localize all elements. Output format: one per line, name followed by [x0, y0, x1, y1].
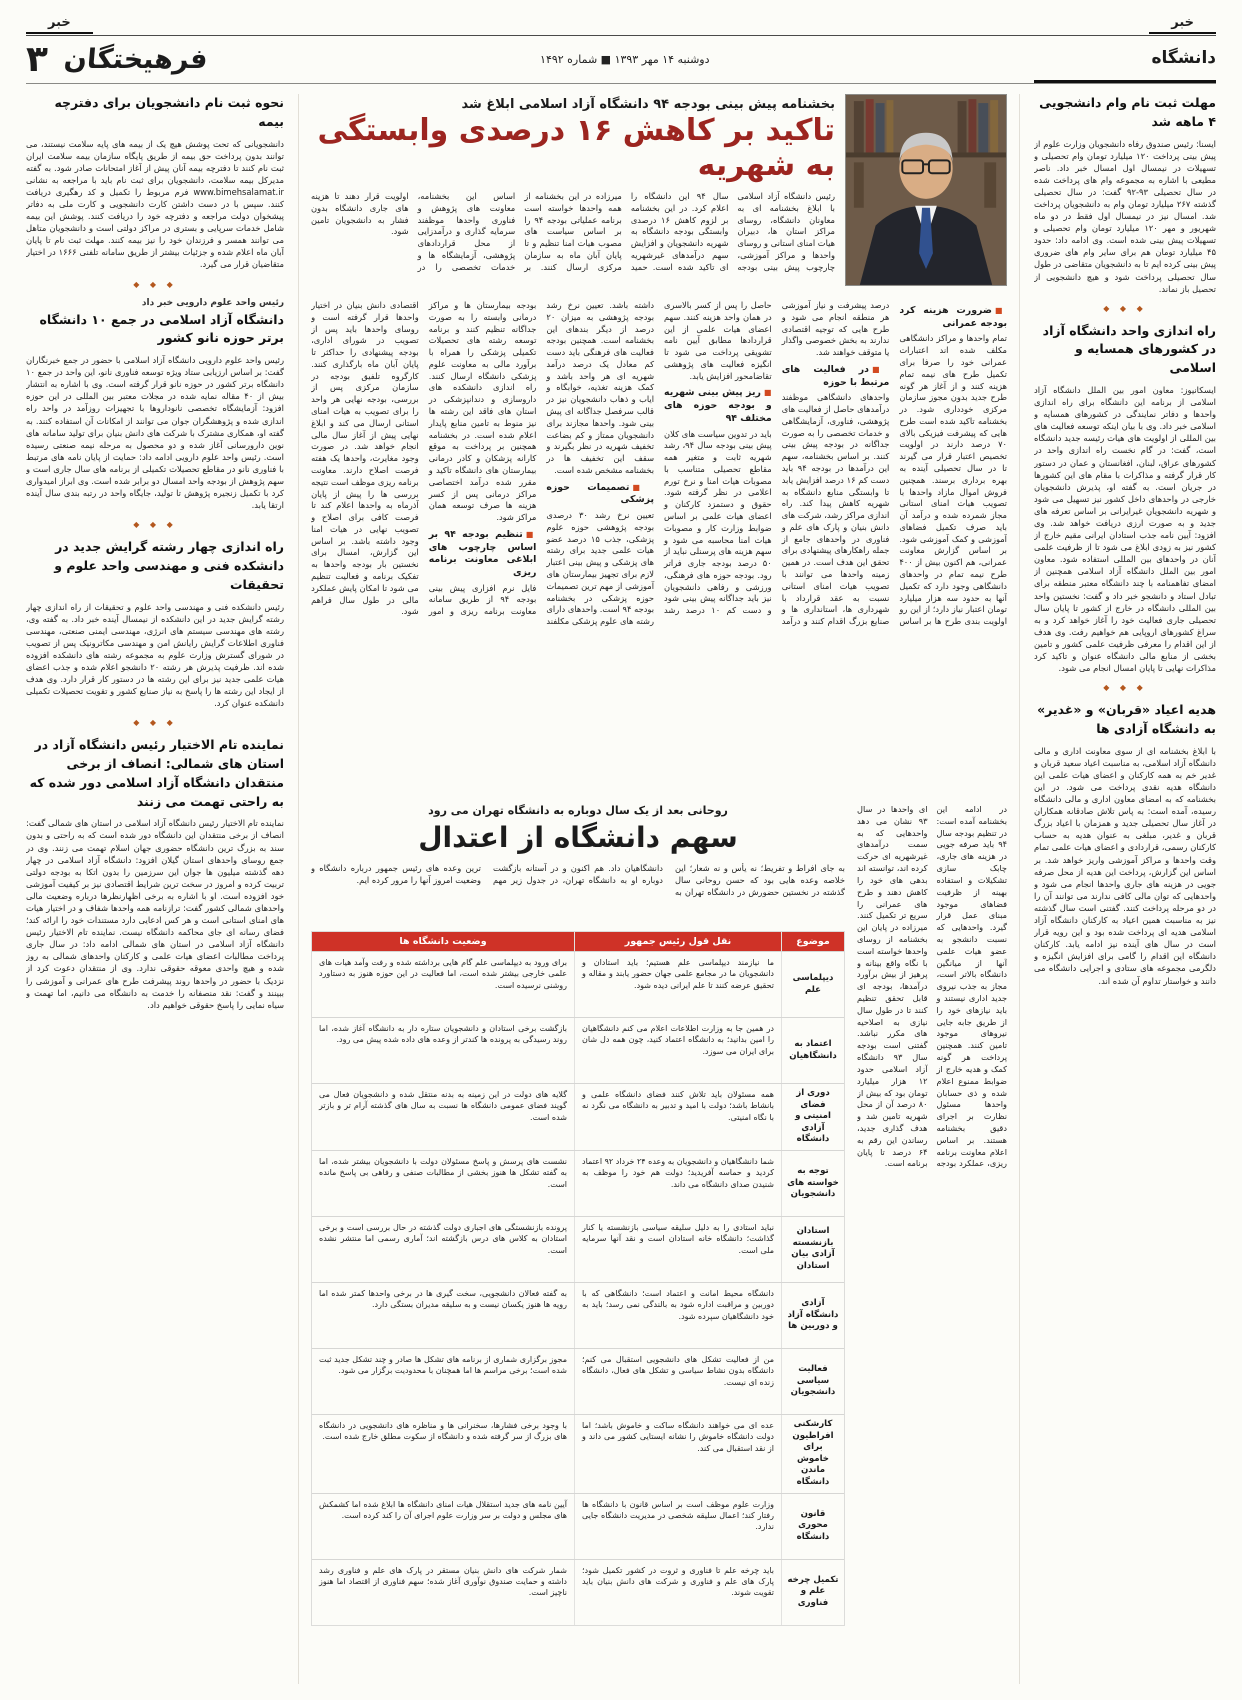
brief-headline: راه اندازی واحد دانشگاه آزاد در کشورهای همسایه و اسلامی: [1042, 322, 1216, 376]
main-article-head-block: [311, 94, 835, 292]
table-row: [312, 1150, 844, 1216]
table-row: [312, 1348, 844, 1414]
brief-headline: نماینده تام الاختیار رئیس دانشگاه آزاد در استان های شمالی: انصاف از برخی منتقدان دانشگاه آزاد اسلامی دور شده که به راحتی تهمت می زنند: [29, 737, 284, 809]
cell-quote: در همین جا به وزارت اطلاعات اعلام می کنم دانشگاهیان را امین بدانید؛ به دانشگاه اعتماد کنید، چون همه دل شان برای ایران می سوزد.: [574, 1018, 782, 1083]
brief-headline: دانشگاه آزاد اسلامی در جمع ۱۰ دانشگاه برتر حوزه نانو کشور: [39, 311, 284, 346]
table-row: [312, 951, 844, 1017]
brief-body: ایسکانیوز: معاون امور بین الملل دانشگاه آزاد اسلامی از برنامه این دانشگاه برای راه اندازی واحدها و دفاتر نمایندگی در کشورهای همسایه و اسلامی خبر داد. وی با بیان اینکه توسعه فعالیت های بین المللی از اولویت های هیات رئیسه جدید دانشگاه است، گفت: در گام نخست راه اندازی واحد در کشورهای عراق، لبنان، افغانستان و عمان در دستور کار قرار گرفته و مذاکرات با مقام های این کشورها در جریان است. به گفته او، پذیرش دانشجویان خارجی در واحدهای داخل کشور نیز تسهیل می شود و شهریه دانشجویان غیرایرانی بر اساس تعرفه های جدید و به صورت ارزی دریافت خواهد شد. وی افزود: آیین نامه جذب استادان ایرانی مقیم خارج از کشور نیز به زودی ابلاغ می شود تا از ظرفیت علمی آنان در واحدهای بین المللی استفاده شود. معاون امور بین الملل دانشگاه آزاد اسلامی همچنین از امضای تفاهمنامه با چند دانشگاه معتبر منطقه برای تبادل استاد و دانشجو خبر داد و گفت: نخستین واحد بین المللی دانشگاه در خارج از کشور تا پایان سال تحصیلی جاری فعالیت خود را آغاز خواهد کرد و به سراغ کشورهای اروپایی هم خواهیم رفت. وی هدف از این اقدام را معرفی ظرفیت علمی کشور و تامین بخشی از منابع مالی دانشگاه عنوان و تاکید کرد مذاکرات نهایی تا پایان امسال انجام می شود.: [1034, 384, 1216, 674]
brief-lead: رئیس واحد علوم دارویی خبر داد: [141, 297, 284, 308]
news-brief: [26, 538, 284, 709]
ornament-separator: ◆ ◆ ◆: [1103, 303, 1147, 313]
ornament-separator: ◆ ◆ ◆: [133, 718, 177, 728]
article-headline: تاکید بر کاهش ۱۶ درصدی وابستگی به شهریه: [317, 113, 835, 183]
cell-status: پرونده بازنشستگی های اجباری دولت گذشته در حال بررسی است و برخی استادان به کلاس های درس بازگشته اند؛ آماری رسمی اما منتشر نشده است.: [319, 1222, 567, 1255]
section-body: فایل نرم افزاری پیش بینی بودجه ۹۴ از طریق سامانه معاونت برنامه ریزی و امور اقتصادی دانش بنیان در اختیار واحدها قرار گرفته است و روسای واحدها باید پس از تصویب در شورای اداری، بودجه پیشنهادی را حداکثر تا پایان آبان ماه بارگذاری کنند. کارگروه تلفیق بودجه در سازمان مرکزی پس از بررسی، بودجه نهایی هر واحد را برای تصویب به هیات امنای استانی ارسال می کند و ابلاغ نهایی پیش از آغاز سال مالی انجام خواهد شد. در صورت وجود مغایرت، واحدها یک هفته فرصت اصلاح دارند. معاونت برنامه ریزی موظف است نتیجه بررسی ها را پیش از پایان آذرماه به واحدها اعلام کند تا فرصت کافی برای اصلاح و تصویب نهایی در هیات امنا وجود داشته باشد. بر اساس این گزارش، امسال برای نخستین بار بودجه واحدها به تفکیک برنامه و فعالیت تنظیم می شود تا امکان پایش عملکرد مالی در طول سال فراهم شود.: [311, 300, 537, 617]
cell-status: برای ورود به دیپلماسی علم گام هایی برداشته شده و رفت وآمد هیات های علمی خارجی بیشتر شده است، اما فعالیت در این حوزه هنوز به دستاورد روشنی نرسیده است.: [319, 958, 567, 990]
main-lower-region: [311, 804, 1007, 1660]
cell-quote: عده ای می خواهند دانشگاه ساکت و خاموش باشد؛ اما دولت دانشگاه خاموش را نشانه ایستایی کشور می داند و از نقد استقبال می کند.: [574, 1415, 782, 1493]
section-heading: [546, 482, 654, 507]
cell-quote: دانشگاه محیط امانت و اعتماد است؛ دانشگاهی که با دوربین و مراقبت اداره شود به بالندگی نمی رسد؛ باید به خود دانشگاهیان سپرده شود.: [574, 1283, 782, 1348]
brief-headline: راه اندازی چهار رشته گرایش جدید در دانشکده فنی و مهندسی واحد علوم و تحقیقات: [54, 539, 284, 592]
table-row: [312, 1493, 844, 1559]
etedal-article: [311, 804, 845, 1660]
cell-topic: فعالیت سیاسی دانشجویان: [790, 1364, 836, 1398]
cell-quote: وزارت علوم موظف است بر اساس قانون با دانشگاه ها رفتار کند؛ اعمال سلیقه شخصی در مدیریت دانشگاه جایی ندارد.: [574, 1494, 782, 1559]
cell-status: به گفته فعالان دانشجویی، سخت گیری ها در برخی واحدها کمتر شده اما رویه ها هنوز یکسان نیست و به سلیقه مدیران بستگی دارد.: [319, 1288, 567, 1310]
cell-topic: توجه به خواسته های دانشجویان: [787, 1166, 839, 1200]
table-row: [312, 1559, 844, 1625]
news-brief: [1034, 701, 1216, 986]
cell-quote: من از فعالیت تشکل های دانشجویی استقبال می کنم؛ دانشگاه بدون نشاط سیاسی و تشکل های فعال، دانشگاه زنده ای نیست.: [574, 1349, 782, 1414]
cell-status: شمار شرکت های دانش بنیان مستقر در پارک های علم و فناوری رشد داشته و حمایت صندوق نوآوری آغاز شده؛ سهم فناوری از اقتصاد اما هنوز ناچیز است.: [319, 1565, 567, 1598]
section-heading-text: تنظیم بودجه ۹۴ بر اساس چارچوب های ابلاغی معاونت برنامه ریزی: [428, 528, 537, 578]
cell-quote: شما دانشگاهیان و دانشجویان به وعده ۲۴ خرداد ۹۲ اعتماد کردید و حماسه آفریدید؛ دولت هم خود را موظف به شنیدن صدای دانشگاه می داند.: [574, 1151, 782, 1216]
article-continuation-column: در ادامه این بخشنامه آمده است: در تنظیم بودجه سال ۹۴ باید صرفه جویی در هزینه های جاری، چابک سازی تشکیلات و استفاده بهینه از ظرفیت فضاهای موجود مبنای عمل قرار گیرد. واحدهایی که نسبت دانشجو به عضو هیات علمی آنها از میانگین دانشگاه بالاتر است، مجاز به جذب نیروی جدید اداری نیستند و باید نیازهای خود را از طریق جابه جایی نیروهای موجود تامین کنند. همچنین پرداخت هر گونه کمک و هدیه خارج از ضوابط ممنوع اعلام شده و ذی حسابان واحدها مسئول نظارت بر اجرای دقیق بخشنامه هستند. بر اساس اعلام معاونت برنامه ریزی، عملکرد بودجه ای واحدها در سال ۹۳ نشان می دهد واحدهایی که به سمت درآمدهای غیرشهریه ای حرکت کرده اند، توانسته اند بدهی های خود را کاهش دهند و طرح های عمرانی را سریع تر تکمیل کنند. میرزاده در پایان این بخشنامه از روسای واحدها خواسته است با نگاه واقع بینانه و پرهیز از بیش برآورد درآمدها، بودجه ای قابل تحقق تنظیم کنند تا در طول سال نیازی به اصلاحیه های مکرر نباشد. گفتنی است بودجه سال ۹۳ دانشگاه آزاد اسلامی حدود ۱۲ هزار میلیارد تومان بود که بیش از ۸۰ درصد آن از محل شهریه تامین شد و هدف گذاری جدید، رساندن این رقم به ۶۴ درصد تا پایان برنامه است.: [857, 804, 1007, 1169]
brief-body: نماینده تام الاختیار رئیس دانشگاه آزاد اسلامی در استان های شمالی گفت: انصاف از برخی منتقدان این دانشگاه دور شده است که به راحتی و بدون سند به بزرگ ترین دانشگاه حضوری جهان اسلام تهمت می زنند. وی در جمع روسای واحدهای استان گیلان افزود: دانشگاه آزاد اسلامی در چهار دهه گذشته میلیون ها جوان این سرزمین را بدون اتکا به بودجه دولتی تربیت کرده و امروز در سخت ترین شرایط اقتصادی نیز بر کیفیت آموزشی خود افزوده است. او با اشاره به برخی اظهارنظرها درباره وضعیت مالی واحدهای شمالی کشور گفت: ترازنامه همه واحدها شفاف و در اختیار هیات های امنای استانی است و هر کس ادعایی دارد مستندات خود را ارائه کند؛ فضای رسانه ای جای محاکمه دانشگاه نیست. نماینده تام الاختیار رئیس دانشگاه آزاد اسلامی در استان های شمالی ادامه داد: در سال جاری پرداخت مطالبات اعضای هیات علمی و کارکنان واحدهای شمالی به روز شده و هیچ واحدی معوقه حقوقی ندارد. وی از منتقدان دعوت کرد از نزدیک با حضور در واحدها روند پیشرفت طرح های عمرانی و آموزشی را ببینند و گفت: نقد منصفانه را خدمت به دانشگاه می دانیم، اما تهمت و سیاه نمایی را پاسخ حقوقی خواهیم داد.: [26, 818, 284, 1010]
table-row: [312, 1083, 844, 1150]
section-heading: [429, 529, 537, 580]
cell-topic: کارشکنی افراطیون برای خاموش ماندن دانشگاه: [792, 1418, 834, 1487]
sidebar-right: [1034, 94, 1216, 1684]
cell-quote: ما نیازمند دیپلماسی علم هستیم؛ باید استادان و دانشجویان ما در مجامع علمی جهان حضور یابند و مقاله و تحقیق عرضه کنند تا علم ایرانی دیده شود.: [574, 952, 782, 1017]
masthead: [26, 36, 1216, 84]
section-bullet-icon: ■: [994, 306, 1007, 315]
col-header-quote: نقل قول رئیس جمهور: [574, 932, 782, 951]
cell-topic: دوری از فضای امنیتی و آزادی دانشگاه: [795, 1088, 831, 1145]
cell-topic: استادان بازنشسته آزادی بیان استادان: [791, 1226, 835, 1272]
table-row: [312, 1017, 844, 1083]
ornament-separator: ◆ ◆ ◆: [133, 279, 177, 289]
section-body: تمام واحدها و مراکز دانشگاهی مکلف شده اند اعتبارات عمرانی خود را صرفا برای تکمیل طرح های نیمه تمام هزینه کنند و از آغاز هر گونه طرح جدید بدون مجوز سازمان مرکزی خودداری شود. در بخشنامه تاکید شده است طرح هایی که پیشرفت فیزیکی بالای ۷۰ درصد دارند در اولویت تخصیص اعتبار قرار می گیرند تا در سال تحصیلی آینده به بهره برداری برسند. همچنین فروش اموال مازاد واحدها با تصویب هیات امنای استانی مجاز شمرده شده و درآمد آن باید صرف تکمیل فضاهای آموزشی و کمک آموزشی شود. بر اساس گزارش معاونت عمرانی، هم اکنون بیش از ۴۰۰ طرح نیمه تمام در واحدهای دانشگاهی وجود دارد که تکمیل آنها به حدود سه هزار میلیارد تومان اعتبار نیاز دارد؛ از این رو اولویت بندی طرح ها بر اساس درصد پیشرفت و نیاز آموزشی هر منطقه انجام می شود و طرح هایی که توجیه اقتصادی ندارند به بخش خصوصی واگذار یا متوقف خواهند شد.: [781, 300, 1007, 627]
brief-headline: مهلت ثبت نام وام دانشجویی ۴ ماهه شد: [1039, 95, 1216, 129]
main-article: [298, 94, 1020, 1684]
brief-body: رئیس دانشکده فنی و مهندسی واحد علوم و تحقیقات از راه اندازی چهار رشته گرایش جدید در این دانشکده از نیمسال آینده خبر داد. به گفته وی، رشته های مهندسی سیستم های انرژی، مهندسی ایمنی صنعتی، مهندسی فناوری اطلاعات گرایش رایانش امن و مهندسی مکاترونیک پس از تصویب در شورای گسترش وزارت علوم به مجموعه رشته های دانشکده افزوده شده اند. ظرفیت پذیرش هر رشته ۲۰ دانشجو اعلام شده و جذب اعضای هیات علمی جدید نیز برای این رشته ها در دستور کار قرار دارد. وی هدف از ایجاد این رشته ها را پاسخ به نیاز صنایع کشور و تقویت تحصیلات تکمیلی دانشکده عنوان کرد.: [26, 601, 284, 709]
section-body: واحدهای دانشگاهی موظفند درآمدهای حاصل از فعالیت های پژوهشی، فناوری، آزمایشگاهی و خدمات تخصصی را به صورت جداگانه در بودجه پیش بینی کنند. بر اساس بخشنامه، سهم این درآمدها در بودجه ۹۴ باید دست کم ۱۶ درصد افزایش یابد تا وابستگی منابع دانشگاه به شهریه کاهش پیدا کند. راه اندازی مراکز رشد، شرکت های دانش بنیان و پارک های علم و فناوری در واحدهای جامع از جمله راهکارهای پیشنهادی برای تحقق این هدف است. در همین زمینه واحدها می توانند با تصویب هیات امنای استانی نسبت به عقد قرارداد با شهرداری ها، استانداری ها و صنایع بزرگ اقدام کنند و درآمد حاصل را پس از کسر بالاسری در همان واحد هزینه کنند. سهم اعضای هیات علمی از این قراردادها مطابق آیین نامه تشویقی پرداخت می شود تا انگیزه فعالیت های پژوهشی تقاضامحور افزایش یابد.: [664, 300, 890, 627]
cell-status: گلایه های دولت در این زمینه به بدنه منتقل شده و دانشجویان فعال می گویند فضای عمومی دانشگاه ها نسبت به سال های گذشته آرام تر و بازتر شده است.: [319, 1090, 567, 1122]
portrait-photo: [845, 94, 1007, 286]
news-brief: [26, 94, 284, 271]
cell-topic: دیپلماسی علم: [792, 972, 834, 995]
section-body: تعیین نرخ رشد ۳۰ درصدی بودجه پژوهشی حوزه علوم پزشکی، جذب ۱۵ درصد عضو هیات علمی جدید برای رشته های پزشکی و پیش بینی اعتبار لازم برای تجهیز بیمارستان های آموزشی از مهم ترین تصمیمات حوزه پزشکی در بخشنامه بودجه ۹۴ است. واحدهای دارای رشته های علوم پزشکی مکلفند بودجه بیمارستان ها و مراکز درمانی وابسته را به صورت جداگانه تنظیم کنند و برنامه توسعه رشته های تحصیلات تکمیلی پزشکی را همراه با برآورد مالی به معاونت علوم پزشکی دانشگاه ارسال کنند. راه اندازی دانشکده های داروسازی و دندانپزشکی در استان های فاقد این رشته ها نیز منوط به تامین منابع پایدار اعلام شده است. در بخشنامه همچنین بر پرداخت به موقع کارانه پزشکان و کادر درمانی بیمارستان های دانشگاه تاکید و مقرر شده درآمد اختصاصی مراکز درمانی پس از کسر هزینه ها صرف توسعه همان مراکز شود.: [428, 300, 655, 627]
section-heading-text: ریز پیش بینی شهریه و بودجه حوزه های مختلف ۹۴: [664, 387, 772, 424]
section-bullet-icon: ■: [525, 529, 537, 539]
news-tab-right: خبر: [1149, 14, 1216, 34]
col-header-status: وضعیت دانشگاه ها: [399, 936, 487, 947]
section-label: دانشگاه: [1034, 36, 1216, 83]
section-heading-text: تصمیمات حوزه پزشکی: [546, 481, 655, 506]
section-heading-text: ضرورت هزینه کرد بودجه عمرانی: [899, 305, 1007, 329]
cell-quote: همه مسئولان باید تلاش کنند فضای دانشگاه علمی و بانشاط باشد؛ دولت با امید و تدبیر به دانشگاه می نگرد نه با نگاه امنیتی.: [574, 1084, 782, 1150]
etedal-kicker: روحانی بعد از یک سال دوباره به دانشگاه تهران می رود: [428, 804, 728, 817]
cell-topic: تکمیل چرخه علم و فناوری: [787, 1574, 839, 1608]
ornament-separator: ◆ ◆ ◆: [133, 520, 177, 530]
brief-body: با ابلاغ بخشنامه ای از سوی معاونت اداری و مالی دانشگاه آزاد اسلامی، به مناسبت اعیاد سعید قربان و غدیر خم به همه کارکنان و اعضای هیات علمی این دانشگاه هدیه نقدی پرداخت می شود. در این بخشنامه که به امضای معاون اداری و مالی دانشگاه رسیده، آمده است: به پاس تلاش صادقانه همکاران در آغاز سال تحصیلی جدید و همزمان با اعیاد بزرگ قربان و غدیر، مبلغی به عنوان هدیه به حساب کارکنان رسمی، قراردادی و اعضای هیات علمی تمام وقت واحدها و مراکز آموزشی واریز خواهد شد. بر اساس این گزارش، پرداخت این هدیه از محل صرفه جویی در هزینه های جاری واحدها انجام می شود و واحدهایی که توان مالی کافی ندارند می توانند آن را در دو مرحله پرداخت کنند. گفتنی است سال گذشته نیز به مناسبت همین اعیاد به کارکنان دانشگاه آزاد اسلامی هدیه ای پرداخت شده بود و این رویه قرار است در سال های آینده نیز ادامه یابد. کارکنان دانشگاه این اقدام را گامی برای افزایش انگیزه و دلگرمی مجموعه های ستادی و اجرایی دانشگاه می دانند و خواستار تداوم آن شده اند.: [1034, 745, 1216, 986]
brief-body: دانشجویانی که تحت پوشش هیچ یک از بیمه های پایه سلامت نیستند، می توانند بدون پرداخت حق بیمه از طریق پایگاه سازمان بیمه سلامت ایران ثبت نام کنند تا دفترچه بیمه آنان پیش از آغاز امتحانات صادر شود. به گفته مدیرکل بیمه سلامت، دانشجویان برای ثبت نام باید با مراجعه به نشانی www.bimehsalamat.ir فرم مربوط را تکمیل و کد رهگیری دریافت کنند. سپس با در دست داشتن کارت دانشجویی و کارت ملی به دفاتر پیشخوان دولت مراجعه و دفترچه خود را دریافت کنند. پوشش این بیمه شامل خدمات سرپایی و بستری در مراکز دولتی است و دانشجویان متاهل می توانند همسر و فرزندان خود را نیز بیمه کنند. مهلت ثبت نام تا پایان آبان ماه اعلام شده و جزئیات بیشتر از طریق سامانه تلفنی ۱۶۶۶ در اختیار متقاضیان قرار می گیرد.: [26, 138, 284, 270]
table-header-row: [312, 932, 844, 951]
news-brief: [1034, 94, 1216, 295]
news-tab-left: خبر: [26, 14, 93, 34]
main-article-header: [311, 94, 1007, 292]
page-content: [26, 84, 1216, 1684]
section-heading-text: در فعالیت های مرتبط با حوزه: [781, 363, 890, 388]
date-line: دوشنبه ۱۴ مهر ۱۳۹۳ ■ شماره ۱۴۹۲: [540, 53, 710, 66]
cell-quote: نباید استادی را به دلیل سلیقه سیاسی بازنشسته یا کنار گذاشت؛ دانشگاه خانه استادان است و نقد آنها سرمایه ملی است.: [574, 1217, 782, 1282]
cell-status: آیین نامه های جدید استقلال هیات امنای دانشگاه ها ابلاغ شده اما کشمکش های مجلس و دولت بر سر وزارت علوم اجرای آن را کند کرده است.: [319, 1499, 567, 1520]
page-number: ۳: [26, 38, 48, 80]
news-brief: [26, 298, 284, 512]
cell-status: بازگشت برخی استادان و دانشجویان ستاره دار به دانشگاه آغاز شده، اما روند رسیدگی به پرونده ها کندتر از وعده های داده شده پیش می رود.: [319, 1024, 567, 1045]
col-header-topic: موضوع: [796, 936, 830, 947]
cell-status: نشست های پرسش و پاسخ مسئولان دولت با دانشجویان بیشتر شده، اما به گفته تشکل ها هنوز بخشی از مطالبات صنفی و رفاهی بی پاسخ مانده است.: [319, 1156, 567, 1189]
section-bullet-icon: ■: [632, 482, 655, 492]
portrait-illustration: [846, 95, 1006, 285]
brief-headline: نحوه ثبت نام دانشجویان برای دفترچه بیمه: [54, 95, 284, 129]
table-row: [312, 1414, 844, 1493]
brief-headline: هدیه اعیاد «قربان» و «غدیر» به دانشگاه آزادی ها: [1037, 702, 1216, 736]
cell-status: با وجود برخی فشارها، سخنرانی ها و مناظره های دانشجویی در دانشگاه های بزرگ از سر گرفته شده و دانشگاه از سکوت مطلق خارج شده است.: [319, 1420, 567, 1442]
brief-body: رئیس واحد علوم دارویی دانشگاه آزاد اسلامی با حضور در جمع خبرنگاران گفت: بر اساس ارزیابی ستاد ویژه توسعه فناوری نانو، این واحد در جمع ۱۰ دانشگاه برتر کشور در حوزه نانو قرار گرفته است. وی با اشاره به انتشار بیش از ۴۰ مقاله نمایه شده در مجلات معتبر بین المللی در این حوزه افزود: آزمایشگاه تخصصی نانوداروها با تجهیزات روزآمد در واحد راه اندازی شده و پژوهشگران جوان می توانند از امکانات آن استفاده کنند. به گفته او، همکاری مشترک با شرکت های دانش بنیان برای تولید سامانه های نوین دارورسانی آغاز شده و دو محصول به مرحله نیمه صنعتی رسیده است. رئیس واحد علوم دارویی ادامه داد: حمایت از پایان نامه های مرتبط با فناوری نانو در مقاطع تحصیلات تکمیلی از برنامه های سال جاری است و سهم پژوهش از بودجه واحد امسال دو برابر شده است. وی ابراز امیدواری کرد با تکمیل زنجیره پژوهش تا تولید، جایگاه واحد در رتبه بندی سال آینده ارتقا یابد.: [26, 355, 284, 511]
article-intro: رئیس دانشگاه آزاد اسلامی با ابلاغ بخشنامه ای به معاونان دانشگاه، روسای مراکز استان ها، دبیران هیات امنای استانی و روسای واحدها و مراکز آموزشی، چارچوب پیش بینی بودجه سال ۹۴ این دانشگاه را اعلام کرد. در این بخشنامه بر لزوم کاهش ۱۶ درصدی وابستگی بودجه دانشگاه به شهریه دانشجویان و افزایش سهم درآمدهای غیرشهریه ای تاکید شده است. حمید میرزاده در این بخشنامه از همه واحدها خواسته است برنامه عملیاتی بودجه ۹۴ را بر اساس سیاست های مصوب هیات امنا تنظیم و تا پایان آبان ماه به سازمان مرکزی ارسال کنند. بر اساس این بخشنامه، معاونت های پژوهش و فناوری واحدها موظفند سرمایه گذاری و درآمدزایی از محل قراردادهای پژوهشی، آزمایشگاه ها و خدمات تخصصی را در اولویت قرار دهند تا هزینه های جاری دانشگاه بدون فشار به دانشجویان تامین شود.: [311, 191, 835, 272]
news-brief: [1034, 322, 1216, 675]
ornament-separator: ◆ ◆ ◆: [1103, 683, 1147, 693]
table-row: [312, 1216, 844, 1282]
section-heading: [782, 364, 890, 389]
brief-body: ایسنا: رئیس صندوق رفاه دانشجویان وزارت علوم از پیش بینی پرداخت ۱۲۰ میلیارد تومان وام تحصیلی و تسهیلات در نیمسال اول امسال خبر داد. ناصر مطیعی با اشاره به مجموعه وام های پرداخت شده در سال تحصیلی ۹۳-۹۲ گفت: در سال تحصیلی گذشته ۲۶۷ میلیارد تومان وام به دانشجویان پرداخت شد. امسال نیز در نیمسال اول فقط در دو ماه شهریور و مهر ۱۲۰ میلیارد تومان وام تحصیلی و تسهیلات پیش بینی شده است. وی ادامه داد: حدود ۴۵ میلیارد تومان هم برای سایر وام های ضروری پیش بینی کرده ایم تا به دانشجویان متقاضی در طول سال تحصیلی پرداخت شود و هیچ دانشجویی از تحصیل باز نماند.: [1034, 138, 1216, 294]
section-heading: [664, 387, 772, 425]
article-body-columns: [311, 300, 1007, 794]
table-row: [312, 1282, 844, 1348]
masthead-tabs: [26, 10, 1216, 34]
cell-quote: باید چرخه علم تا فناوری و ثروت در کشور تکمیل شود؛ پارک های علم و فناوری و شرکت های دانش بنیان باید تقویت شوند.: [574, 1560, 782, 1625]
cell-topic: آزادی دانشگاه آزاد و دوربین ها: [787, 1298, 839, 1332]
cell-topic: قانون محوری دانشگاه: [796, 1508, 830, 1542]
etedal-intro: به جای افراط و تفریط؛ نه یأس و نه شعار؛ این خلاصه وعده هایی بود که حسن روحانی سال گذشته در نخستین حضورش در دانشگاه تهران به دانشگاهیان داد. هم اکنون و در آستانه بازگشت دوباره او به دانشگاه تهران، در جدول زیر مهم ترین وعده های رئیس جمهور درباره دانشگاه و وضعیت امروز آنها را مرور کرده ایم.: [311, 863, 845, 897]
news-brief: [26, 736, 284, 1011]
promises-table: [311, 931, 845, 1626]
etedal-headline: سهم دانشگاه از اعتدال: [418, 821, 738, 854]
cell-status: مجوز برگزاری شماری از برنامه های تشکل ها صادر و چند تشکل جدید ثبت شده است؛ برخی مراسم ها اما همچنان با محدودیت برگزار می شود.: [319, 1354, 567, 1376]
newspaper-logo: فرهیختگان: [62, 44, 209, 75]
section-bullet-icon: ■: [871, 364, 890, 374]
sidebar-left: [26, 94, 284, 1684]
section-heading: [899, 305, 1007, 330]
section-bullet-icon: ■: [763, 388, 772, 398]
article-kicker: بخشنامه پیش بینی بودجه ۹۴ دانشگاه آزاد اسلامی ابلاغ شد: [461, 97, 835, 112]
section-body: باید در تدوین سیاست های کلان پیش بینی بودجه سال ۹۴، رشد شهریه ثابت و متغیر همه مقاطع تحصیلی متناسب با مصوبات هیات امنا و نرخ تورم اعلامی در نظر گرفته شود. حقوق و دستمزد کارکنان و اعضای هیات علمی بر اساس ضوابط وزارت کار و مصوبات هیات امنا محاسبه می شود و سهم هزینه های پرسنلی نباید از ۵۰ درصد بودجه جاری فراتر رود. بودجه حوزه های فرهنگی، ورزشی و رفاهی دانشجویان نیز باید جداگانه پیش بینی شود و دست کم ۱۰ درصد رشد داشته باشد. تعیین نرخ رشد بودجه پژوهشی به میزان ۲۰ درصد از دیگر بندهای این بخشنامه است. همچنین بودجه فعالیت های فرهنگی باید دست کم معادل یک درصد درآمد شهریه ای هر واحد باشد و کمک هزینه تغذیه، خوابگاه و ایاب و ذهاب دانشجویان نیز در قالب سرفصل جداگانه ای پیش بینی شود. واحدها مجازند برای دانشجویان ممتاز و کم بضاعت تخفیف شهریه در نظر بگیرند و سقف این تخفیف ها در بخشنامه مشخص شده است.: [546, 300, 772, 616]
cell-topic: اعتماد به دانشگاهیان: [789, 1038, 837, 1061]
